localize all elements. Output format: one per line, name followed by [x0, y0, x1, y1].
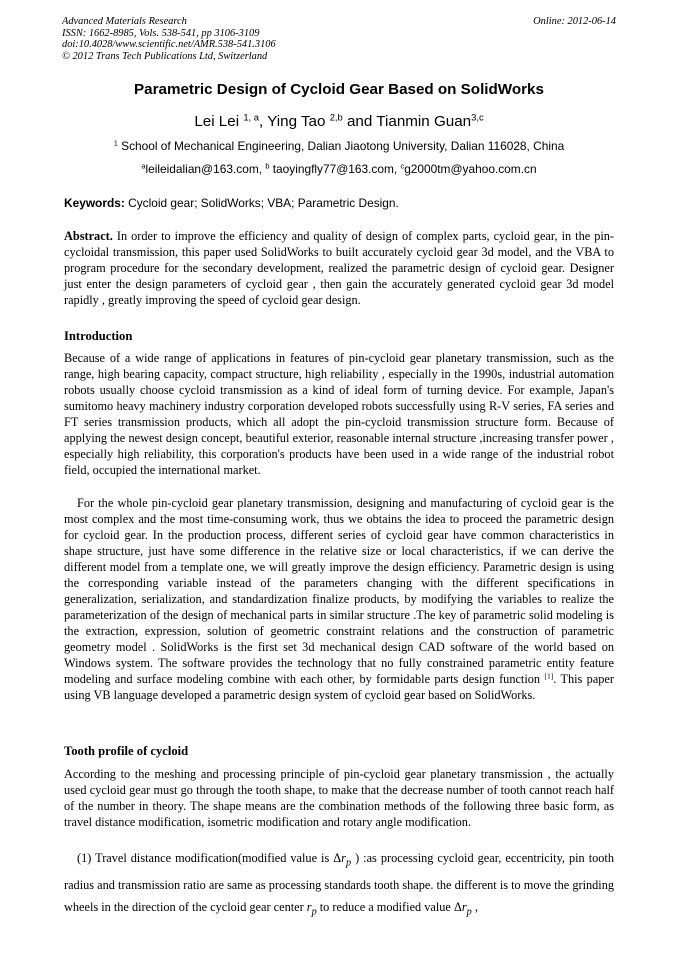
email-list [40, 162, 638, 176]
r-glyph: r [306, 900, 312, 915]
issn-line: ISSN: 1662-8985, Vols. 538-541, pp 3106-3109 [62, 27, 260, 39]
delta-rp-symbol [333, 851, 352, 869]
email-c: g2000tm@yahoo.com.cn [404, 162, 537, 176]
author-2: Ying Tao [267, 113, 326, 130]
r-glyph: r [461, 900, 467, 915]
email-c-sup: c [400, 161, 405, 171]
email-a-sup: a [141, 161, 146, 171]
affiliation-text: School of Mechanical Engineering, Dalian Jiaotong University, Dalian 116028, China [117, 139, 565, 153]
author-list [40, 113, 638, 130]
p-subscript: p [311, 906, 317, 918]
section-heading-tooth-profile: Tooth profile of cycloid [64, 744, 189, 758]
author-3: Tianmin Guan [376, 113, 472, 130]
r-glyph: r [341, 851, 346, 865]
affiliation [40, 139, 638, 153]
copyright-line: © 2012 Trans Tech Publications Ltd, Switzerland [62, 50, 268, 62]
tooth-paragraph-2 [64, 847, 614, 924]
journal-name: Advanced Materials Research [62, 16, 187, 27]
email-sep: , [393, 162, 401, 176]
citation-ref: [1] [544, 671, 554, 681]
rp-symbol [306, 900, 317, 918]
affiliation-number: 1 [113, 138, 118, 148]
tooth-paragraph-2-tail: to reduce a modified value [316, 900, 454, 915]
email-b-sup: b [265, 161, 270, 171]
keywords-label: Keywords: [64, 196, 125, 210]
keywords-text: Cycloid gear; SolidWorks; VBA; Parametric Design. [124, 196, 399, 210]
tooth-paragraph-2-mid: ) :as processing cycloid gear, eccentricity, pin tooth radius and transmission ratio are same as processing standards tooth shape. the different is to move the grinding wheels in the direction of the cycloid gear center [64, 851, 614, 915]
author-sep: , [259, 113, 268, 130]
keywords [64, 196, 614, 210]
author-2-sup: 2,b [329, 111, 343, 123]
online-date: Online: 2012-06-14 [533, 16, 616, 27]
intro-paragraph-2-text: For the whole pin-cycloid gear planetary transmission, designing and manufacturing of cycloid gear is the most complex and the most time-consuming work, thus we obtains the idea to proceed the parametric design for cycloid gear. In the production process, different series of cycloid gear have common characteristics in shape structure, just have some difference in the relative size or local characteristics, if we can derive the different model from a template one, we will greatly improve the design efficiency. Parametric design is using the corresponding variable instead of the parameters changing with the different specifications in generalization, serialization, and standardization finalize products, by modifying the variables to realize the parameterization of the design of mechanical parts in similar structure .The key of parametric solid modeling is the extraction, expression, solution of geometric constraint relations and the construction of parametric geometry model . SolidWorks is the first set 3d mechanical design CAD software of the world based on Windows system. The software provides the technology that no fully constrained parametric entity feature modeling and surface modeling combine with each other, by formidable parts design function [64, 496, 614, 686]
p-subscript: p [466, 906, 472, 918]
delta-glyph: Δ [453, 900, 462, 915]
section-heading-introduction: Introduction [64, 329, 133, 343]
p-subscript: p [345, 857, 352, 869]
abstract [64, 228, 614, 308]
intro-paragraph-2 [64, 495, 614, 703]
email-b: taoyingfly77@163.com [269, 162, 394, 176]
tooth-paragraph-2-end: , [471, 900, 478, 915]
intro-paragraph-1: Because of a wide range of applications in features of pin-cycloid gear planetary transmission, such as the range, high bearing capacity, compact structure, high reliability , especially in the 1990s, industrial automation robots usually choose cycloid transmission as a kind of ideal form of turning device. For example, Japan's sumitomo heavy machinery industry corporation developed robots successfully using R-V series, FA series and FT series transmission products, which all adopt the pin-cycloid transmission structure form. Because of applying the newest design concept, beautiful exterior, reasonable internal structure ,increasing transfer power , especially high reliability, this corporation's products have been used in a wide range of the industrial robot field, occupied the international market. [64, 351, 614, 477]
doi-line: doi:10.4028/www.scientific.net/AMR.538-541.3106 [62, 39, 276, 51]
author-and: and [342, 113, 377, 130]
author-1: Lei Lei [194, 113, 240, 130]
email-a: leileidalian@163.com [145, 162, 259, 176]
delta-glyph: Δ [333, 851, 342, 865]
running-header [62, 16, 622, 62]
email-sep: , [258, 162, 266, 176]
delta-rp-symbol [453, 900, 472, 918]
paper-title: Parametric Design of Cycloid Gear Based on SolidWorks [134, 81, 544, 98]
abstract-label: Abstract. [64, 229, 113, 243]
intro-paragraph-2-end: . This paper using VB language developed a parametric design system of cycloid gear based on SolidWorks. [64, 672, 614, 702]
author-3-sup: 3,c [471, 111, 484, 123]
abstract-text: In order to improve the efficiency and quality of design of complex parts, cycloid gear, in the pin-cycloidal transmission, this paper used SolidWorks to built accurately cycloid gear 3d model, and the VBA to program procedure for the secondary development, realized the parametric design of cycloid gear. Designer just enter the design parameters of cycloid gear , then gain the accurately generated cycloid gear 3d model rapidly , greatly improving the speed of cycloid gear design. [64, 229, 614, 307]
tooth-paragraph-2-text: (1) Travel distance modification(modified value is [77, 851, 334, 865]
author-1-sup: 1, a [243, 111, 260, 123]
tooth-paragraph-1: According to the meshing and processing principle of pin-cycloid gear planetary transmission , the actually used cycloid gear must go through the tooth shape, to make that the decrease number of tooth cannot reach half of the number in theory. The shape means are the combination methods of the following three basic form, as travel distance modification, isometric modification and rotary angle modification. [64, 767, 614, 829]
